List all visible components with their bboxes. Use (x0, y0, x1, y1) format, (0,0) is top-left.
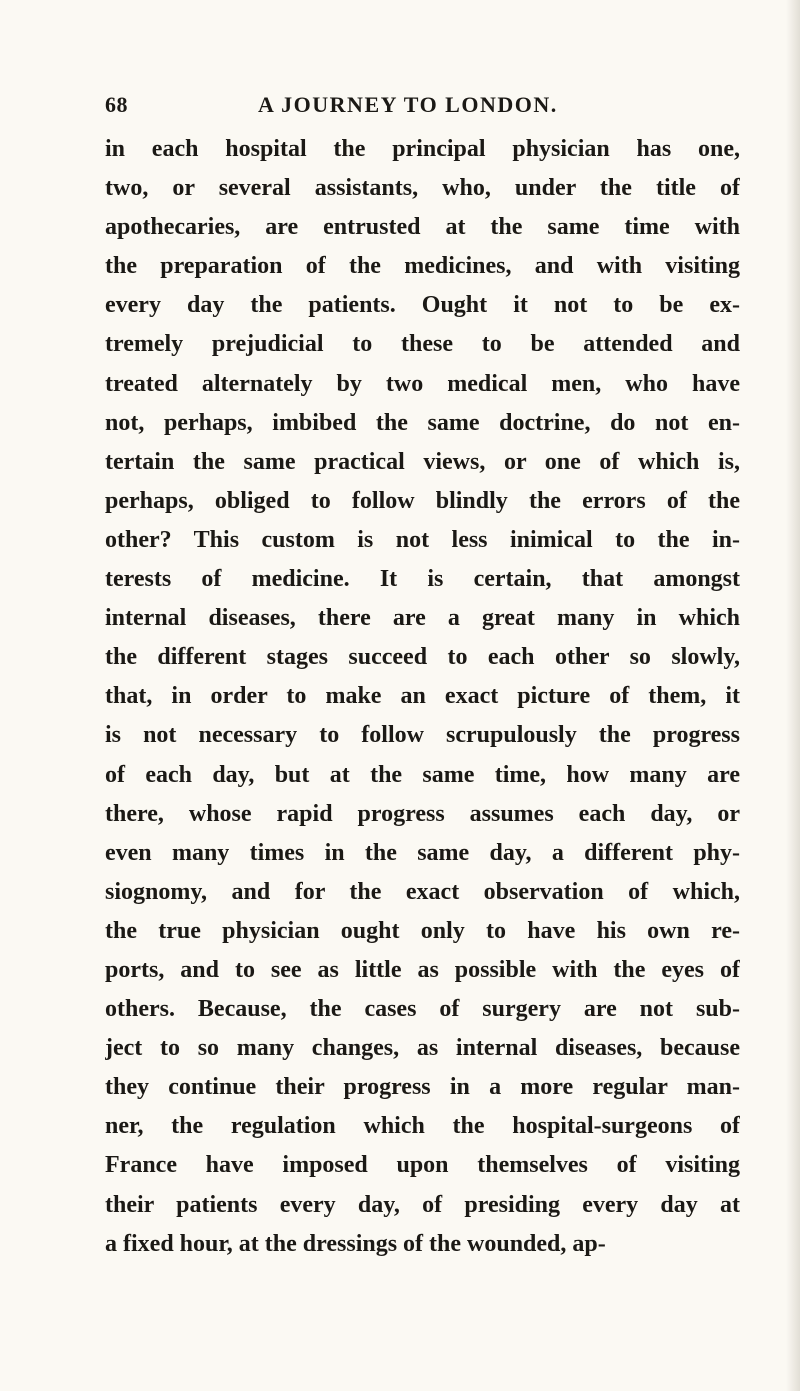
text-line: is not necessary to follow scrupulously the progress (105, 722, 740, 749)
text-line: ject to so many changes, as internal diseases, because (105, 1035, 740, 1062)
text-line: every day the patients. Ought it not to be ex- (105, 292, 740, 319)
page-header (105, 92, 740, 122)
text-line: their patients every day, of presiding every day at (105, 1191, 740, 1218)
text-line: there, whose rapid progress assumes each day, or (105, 800, 740, 827)
text-line: even many times in the same day, a different phy- (105, 839, 740, 866)
text-line: in each hospital the principal physician has one, (105, 136, 740, 162)
text-line: tremely prejudicial to these to be attended and (105, 331, 740, 358)
text-line: the preparation of the medicines, and with visiting (105, 253, 740, 280)
text-line: perhaps, obliged to follow blindly the errors of the (105, 487, 740, 514)
text-line: apothecaries, are entrusted at the same time with (105, 214, 740, 241)
running-head: A JOURNEY TO LONDON. (258, 92, 558, 117)
text-line: of each day, but at the same time, how many are (105, 761, 740, 788)
text-line: a fixed hour, at the dressings of the wounded, ap- (105, 1230, 606, 1257)
text-line: terests of medicine. It is certain, that amongst (105, 566, 740, 593)
text-line: France have imposed upon themselves of visiting (105, 1152, 740, 1179)
text-line: the different stages succeed to each other so slowly, (105, 644, 740, 671)
text-line: other? This custom is not less inimical to the in- (105, 526, 740, 553)
text-line: the true physician ought only to have his own re- (105, 917, 740, 944)
text-line: they continue their progress in a more regular man- (105, 1074, 740, 1101)
text-line: siognomy, and for the exact observation of which, (105, 878, 740, 905)
text-line: ner, the regulation which the hospital-surgeons of (105, 1113, 740, 1140)
text-line: others. Because, the cases of surgery are not sub- (105, 996, 740, 1023)
text-line: two, or several assistants, who, under the title of (105, 175, 740, 202)
text-line: treated alternately by two medical men, who have (105, 370, 740, 397)
text-line: tertain the same practical views, or one of which is, (105, 448, 740, 475)
page-number: 68 (105, 92, 128, 117)
text-line: not, perhaps, imbibed the same doctrine, do not en- (105, 409, 740, 436)
text-line: internal diseases, there are a great many in which (105, 605, 740, 632)
page-edge-shadow (786, 0, 800, 1391)
text-line: that, in order to make an exact picture of them, it (105, 683, 740, 710)
body-text (105, 130, 740, 1264)
text-line: ports, and to see as little as possible with the eyes of (105, 956, 740, 983)
